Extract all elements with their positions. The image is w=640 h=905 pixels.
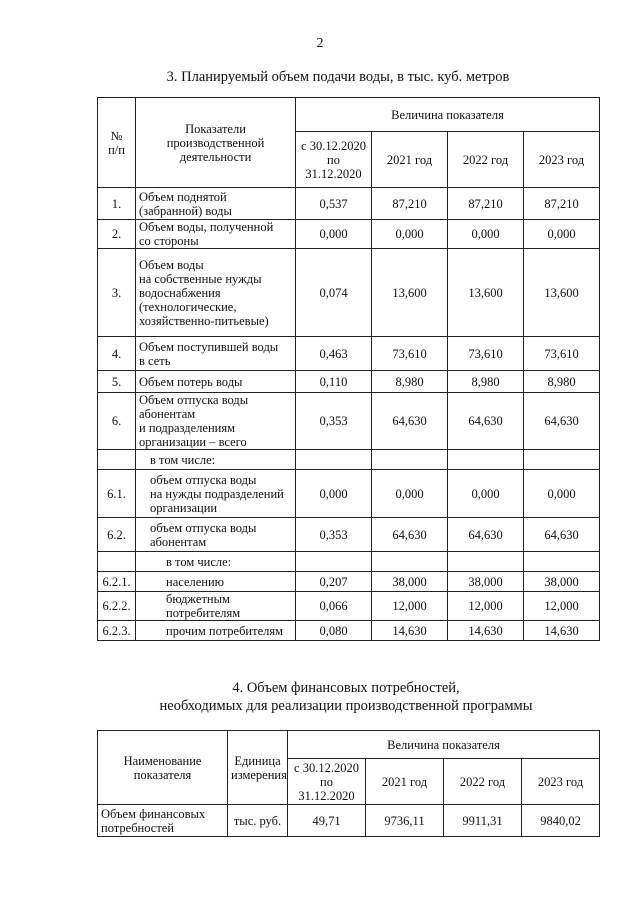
row-number: 2. — [98, 220, 136, 249]
value-cell: 8,980 — [372, 371, 448, 393]
value-cell: 12,000 — [524, 592, 600, 621]
value-cell: 0,000 — [296, 220, 372, 249]
header-value-group: Величина показателя — [296, 98, 600, 132]
row-number: 1. — [98, 188, 136, 220]
value-cell: 0,000 — [296, 470, 372, 518]
table-row — [98, 805, 600, 837]
table-row — [98, 371, 600, 393]
row-number: 6. — [98, 393, 136, 450]
header-num: № п/п — [98, 98, 136, 188]
value-cell: 13,600 — [448, 249, 524, 337]
table-row — [98, 188, 600, 220]
value-cell: 13,600 — [524, 249, 600, 337]
value-cell — [524, 552, 600, 572]
table-row — [98, 621, 600, 641]
value-cell: 14,630 — [372, 621, 448, 641]
value-cell: 8,980 — [524, 371, 600, 393]
value-cell: 9911,31 — [444, 805, 522, 837]
value-cell: 0,000 — [448, 470, 524, 518]
value-cell — [296, 450, 372, 470]
value-cell: 14,630 — [448, 621, 524, 641]
header-period: с 30.12.2020 по 31.12.2020 — [296, 132, 372, 188]
value-cell: 38,000 — [524, 572, 600, 592]
table-row — [98, 470, 600, 518]
row-number: 6.2. — [98, 518, 136, 552]
row-indicator: объем отпуска воды на нужды подразделений организации — [136, 470, 296, 518]
value-cell: 73,610 — [524, 337, 600, 371]
value-cell — [448, 450, 524, 470]
value-cell: 0,066 — [296, 592, 372, 621]
page-number: 2 — [316, 36, 324, 51]
header-2023: 2023 год — [522, 759, 600, 805]
row-indicator: Объем поступившей воды в сеть — [136, 337, 296, 371]
header-2021: 2021 год — [372, 132, 448, 188]
water-supply-table — [97, 97, 600, 641]
row-indicator: в том числе: — [136, 450, 296, 470]
header-period: с 30.12.2020 по 31.12.2020 — [288, 759, 366, 805]
value-cell: 0,353 — [296, 393, 372, 450]
row-indicator: населению — [136, 572, 296, 592]
value-cell: 8,980 — [448, 371, 524, 393]
value-cell: 0,074 — [296, 249, 372, 337]
value-cell: 9840,02 — [522, 805, 600, 837]
table-row — [98, 393, 600, 450]
section3-title: 3. Планируемый объем подачи воды, в тыс. куб. метров — [166, 69, 510, 85]
row-indicator: Объем поднятой (забранной) воды — [136, 188, 296, 220]
section4-title: 4. Объем финансовых потребностей, необходимых для реализации производственной программы — [159, 680, 533, 714]
row-indicator: Объем потерь воды — [136, 371, 296, 393]
row-number: 6.2.1. — [98, 572, 136, 592]
row-number — [98, 552, 136, 572]
value-cell — [372, 450, 448, 470]
value-cell: 12,000 — [448, 592, 524, 621]
row-indicator: Объем воды на собственные нужды водоснабжения (технологические, хозяйственно-питьевые) — [136, 249, 296, 337]
value-cell: 0,000 — [524, 220, 600, 249]
value-cell: 0,080 — [296, 621, 372, 641]
table-row — [98, 337, 600, 371]
value-cell — [524, 450, 600, 470]
value-cell: 14,630 — [524, 621, 600, 641]
row-number: 6.2.3. — [98, 621, 136, 641]
row-indicator: бюджетным потребителям — [136, 592, 296, 621]
row-indicator: объем отпуска воды абонентам — [136, 518, 296, 552]
row-name: Объем финансовых потребностей — [98, 805, 228, 837]
value-cell: 73,610 — [448, 337, 524, 371]
value-cell: 64,630 — [524, 518, 600, 552]
value-cell: 87,210 — [448, 188, 524, 220]
table-row — [98, 552, 600, 572]
row-indicator: Объем воды, полученной со стороны — [136, 220, 296, 249]
header-unit: Единица измерения — [228, 731, 288, 805]
value-cell: 38,000 — [372, 572, 448, 592]
value-cell — [296, 552, 372, 572]
header-2022: 2022 год — [444, 759, 522, 805]
value-cell: 64,630 — [372, 393, 448, 450]
value-cell: 13,600 — [372, 249, 448, 337]
value-cell: 0,353 — [296, 518, 372, 552]
row-number: 6.2.2. — [98, 592, 136, 621]
row-number — [98, 450, 136, 470]
row-number: 4. — [98, 337, 136, 371]
header-name: Наименование показателя — [98, 731, 228, 805]
table-row — [98, 450, 600, 470]
value-cell: 73,610 — [372, 337, 448, 371]
value-cell — [372, 552, 448, 572]
financial-needs-table — [97, 730, 600, 837]
value-cell: 0,207 — [296, 572, 372, 592]
table-row — [98, 592, 600, 621]
value-cell: 0,537 — [296, 188, 372, 220]
row-indicator: прочим потребителям — [136, 621, 296, 641]
row-number: 3. — [98, 249, 136, 337]
header-2023: 2023 год — [524, 132, 600, 188]
table-row — [98, 220, 600, 249]
value-cell: 64,630 — [448, 518, 524, 552]
value-cell: 0,463 — [296, 337, 372, 371]
row-indicator: в том числе: — [136, 552, 296, 572]
header-2021: 2021 год — [366, 759, 444, 805]
value-cell: 87,210 — [524, 188, 600, 220]
value-cell: 64,630 — [372, 518, 448, 552]
row-unit: тыс. руб. — [228, 805, 288, 837]
table-row — [98, 249, 600, 337]
value-cell: 38,000 — [448, 572, 524, 592]
value-cell: 87,210 — [372, 188, 448, 220]
table-row — [98, 572, 600, 592]
value-cell: 0,000 — [524, 470, 600, 518]
header-value-group: Величина показателя — [288, 731, 600, 759]
header-2022: 2022 год — [448, 132, 524, 188]
value-cell: 49,71 — [288, 805, 366, 837]
value-cell — [448, 552, 524, 572]
table-row — [98, 518, 600, 552]
value-cell: 0,000 — [448, 220, 524, 249]
header-indicator: Показатели производственной деятельности — [136, 98, 296, 188]
row-number: 5. — [98, 371, 136, 393]
value-cell: 0,110 — [296, 371, 372, 393]
value-cell: 0,000 — [372, 470, 448, 518]
value-cell: 64,630 — [524, 393, 600, 450]
value-cell: 64,630 — [448, 393, 524, 450]
value-cell: 9736,11 — [366, 805, 444, 837]
value-cell: 12,000 — [372, 592, 448, 621]
value-cell: 0,000 — [372, 220, 448, 249]
row-indicator: Объем отпуска воды абонентам и подразделениям организации – всего — [136, 393, 296, 450]
row-number: 6.1. — [98, 470, 136, 518]
